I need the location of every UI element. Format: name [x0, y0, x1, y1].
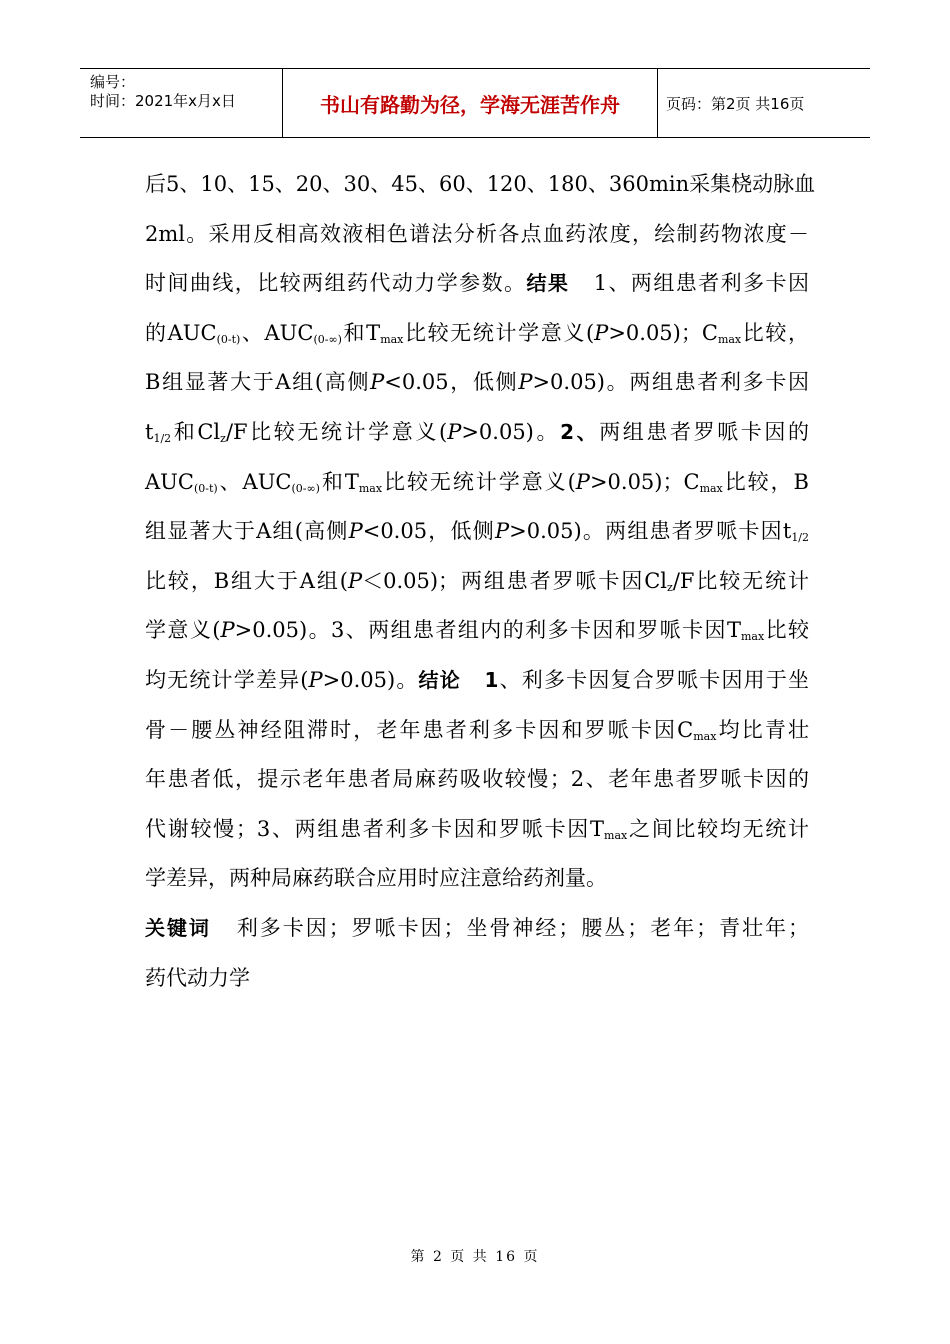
conclusion-heading: 结论 — [418, 667, 461, 692]
keywords-heading: 关键词 — [145, 915, 211, 940]
text-line: $t_{1/2}$和$Cl_z/F$比较无统计学意义(P>0.05)。2、两组患者罗哌卡因的 — [145, 419, 810, 445]
header-page-info: 页码：第2页 共16页 — [666, 94, 805, 113]
text-line: 的$AUC_{(0-t)}$、$AUC_{(0-\infty)}$和$T_{max}$比较无统计学意义(P>0.05)；$C_{max}$比较， — [145, 320, 810, 346]
text-line: 后5、10、15、20、30、45、60、120、180、360min采集桡动脉血 — [145, 172, 816, 196]
document-date: 时间：2021年x月x日 — [90, 92, 236, 110]
keywords-line: 药代动力学 — [145, 965, 250, 990]
text-line: 年患者低，提示老年患者局麻药吸收较慢；2、老年患者罗哌卡因的 — [145, 767, 809, 792]
text-line: 组显著大于A组(高侧P<0.05，低侧P>0.05)。两组患者罗哌卡因$t_{1/2}$ — [145, 519, 810, 545]
text-line: 均无统计学差异(P>0.05)。结论 1、利多卡因复合罗哌卡因用于坐 — [145, 667, 810, 692]
document-number-label: 编号： — [90, 73, 136, 91]
header-meta — [80, 69, 283, 137]
text-line: 学差异，两种局麻药联合应用时应注意给药剂量。 — [145, 866, 607, 891]
header-motto: 书山有路勤为径，学海无涯苦作舟 — [283, 69, 658, 137]
keywords-line — [145, 904, 809, 954]
abstract-body — [145, 160, 816, 1003]
text-line: $AUC_{(0-t)}$、$AUC_{(0-\infty)}$和$T_{max}$比较无统计学意义(P>0.05)；$C_{max}$比较，B — [145, 469, 809, 495]
text-line: 时间曲线，比较两组药代动力学参数。结果 1、两组患者利多卡因 — [145, 271, 809, 296]
keywords-paragraph — [145, 904, 809, 1003]
keywords-list: 利多卡因；罗哌卡因；坐骨神经；腰丛；老年；青壮年； — [236, 915, 810, 940]
abstract-text — [145, 160, 816, 904]
text-line: 代谢较慢；3、两组患者利多卡因和罗哌卡因$T_{max}$之间比较均无统计 — [145, 816, 810, 842]
text-line: 学意义(P>0.05)。3、两组患者组内的利多卡因和罗哌卡因$T_{max}$比较 — [145, 618, 809, 644]
text-line: 骨－腰丛神经阻滞时，老年患者利多卡因和罗哌卡因$C_{max}$均比青壮 — [145, 717, 809, 743]
text-line: 比较，B组大于A组(P＜0.05)；两组患者罗哌卡因$Cl_z/F$比较无统计 — [145, 568, 809, 594]
result-heading: 结果 — [526, 271, 570, 296]
text-line: 2ml。采用反相高效液相色谱法分析各点血药浓度，绘制药物浓度－ — [145, 221, 809, 246]
text-line: B组显著大于A组(高侧P<0.05，低侧P>0.05)。两组患者利多卡因 — [145, 370, 810, 395]
page-footer: 第 2 页 共 16 页 — [410, 1249, 540, 1265]
page-header — [80, 68, 870, 138]
